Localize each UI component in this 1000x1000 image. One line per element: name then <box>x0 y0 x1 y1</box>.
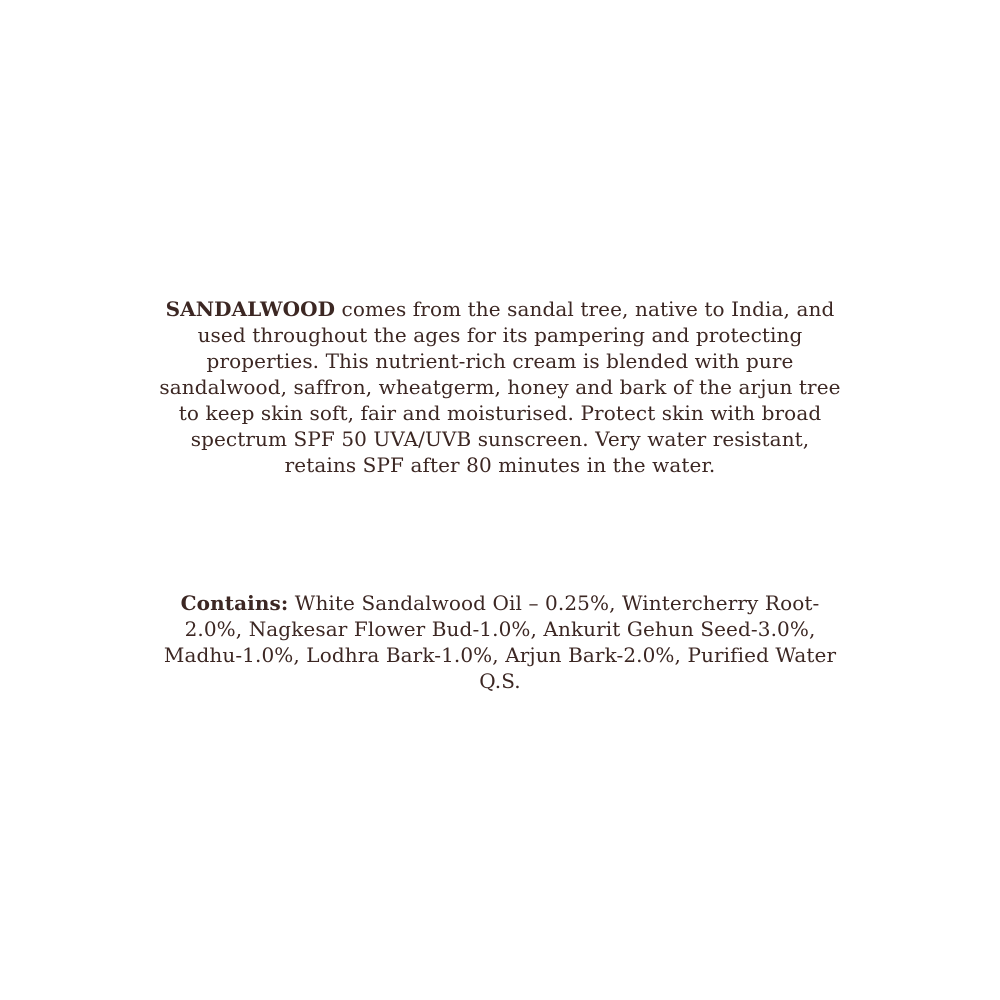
ingredients-body-text: White Sandalwood Oil – 0.25%, Wintercherry Root-2.0%, Nagkesar Flower Bud-1.0%, Ankurit Gehun Seed-3.0%, Madhu-1.0%, Lodhra Bark-1.0%, Arjun Bark-2.0%, Purified Water Q.S. <box>163 591 837 693</box>
description-body-text: comes from the sandal tree, native to India, and used throughout the ages for its pampering and protecting properties. This nutrient-rich cream is blended with pure sandalwood, saffron, wheatgerm, honey and bark of the arjun tree to keep skin soft, fair and moisturised. Protect skin with broad spectrum SPF 50 UVA/UVB sunscreen. Very water resistant, retains SPF after 80 minutes in the water. <box>159 297 841 477</box>
ingredients-paragraph <box>158 590 842 694</box>
description-lead-word: SANDALWOOD <box>165 297 336 321</box>
ingredients-lead-word: Contains: <box>180 591 289 615</box>
description-paragraph <box>158 296 842 478</box>
